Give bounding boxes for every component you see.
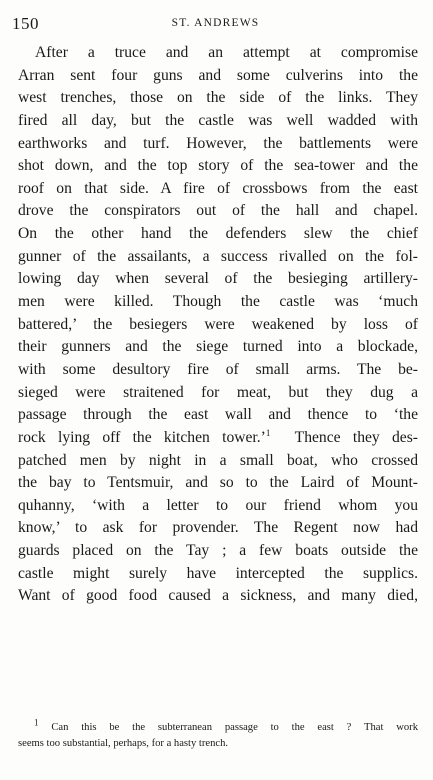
text-line: shot down, and the top story of the sea-tower and the bbox=[18, 157, 418, 175]
text-line: After a truce and an attempt at compromise bbox=[35, 44, 418, 61]
footnote-marker: 1 bbox=[34, 717, 39, 728]
text-segment: rock lying off the kitchen tower.’ bbox=[18, 428, 266, 446]
text-segment: Thence they des- bbox=[270, 428, 418, 446]
text-line: passage through the east wall and thence to ‘the bbox=[18, 406, 418, 424]
footnote bbox=[18, 717, 419, 752]
text-line: gunner of the assailants, a success rivalled on the fol- bbox=[18, 247, 418, 265]
text-line: battered,’ the besiegers were weakened by loss of bbox=[18, 315, 418, 333]
footnote-line bbox=[18, 717, 419, 736]
page-header bbox=[12, 14, 419, 36]
text-line: castle might surely have intercepted the supplics. bbox=[18, 564, 418, 582]
text-line: quhanny, ‘with a letter to our friend whom you bbox=[18, 496, 418, 514]
text-line: roof on that side. A fire of crossbows from the east bbox=[18, 179, 418, 197]
text-line: fired all day, but the castle was well wadded with bbox=[18, 111, 418, 129]
text-line: lowing day when several of the besieging artillery- bbox=[18, 270, 418, 288]
text-line: know,’ to ask for provender. The Regent now had bbox=[18, 519, 418, 537]
page-number: 150 bbox=[12, 14, 39, 33]
text-line: sieged were straitened for meat, but they dug a bbox=[18, 383, 418, 401]
running-head: ST. ANDREWS bbox=[171, 17, 260, 29]
text-line: west trenches, those on the side of the links. They bbox=[18, 89, 418, 107]
footnote-line: seems too substantial, perhaps, for a hasty trench. bbox=[18, 738, 229, 749]
text-line: men were killed. Though the castle was ‘much bbox=[18, 293, 418, 311]
text-line: drove the conspirators out of the hall and chapel. bbox=[18, 202, 418, 220]
text-line: patched men by night in a small boat, who crossed bbox=[18, 451, 418, 469]
text-line: with some desultory fire of small arms. The be- bbox=[18, 360, 418, 378]
text-line-with-footnote bbox=[18, 427, 418, 450]
body-text bbox=[18, 42, 418, 608]
text-line: Arran sent four guns and some culverins into the bbox=[18, 66, 418, 84]
footnote-text: Can this be the subterranean passage to the east ? That work bbox=[51, 722, 419, 733]
text-line: On the other hand the defenders slew the chief bbox=[18, 225, 418, 243]
text-line: guards placed on the Tay ; a few boats outside the bbox=[18, 542, 418, 560]
footnote-reference: 1 bbox=[265, 427, 271, 438]
text-line: Want of good food caused a sickness, and many died, bbox=[18, 587, 418, 605]
text-line: earthworks and turf. However, the battlements were bbox=[18, 134, 418, 152]
text-line: the bay to Tentsmuir, and so to the Laird of Mount- bbox=[18, 474, 418, 492]
text-line: their gunners and the siege turned into a blockade, bbox=[18, 338, 418, 356]
